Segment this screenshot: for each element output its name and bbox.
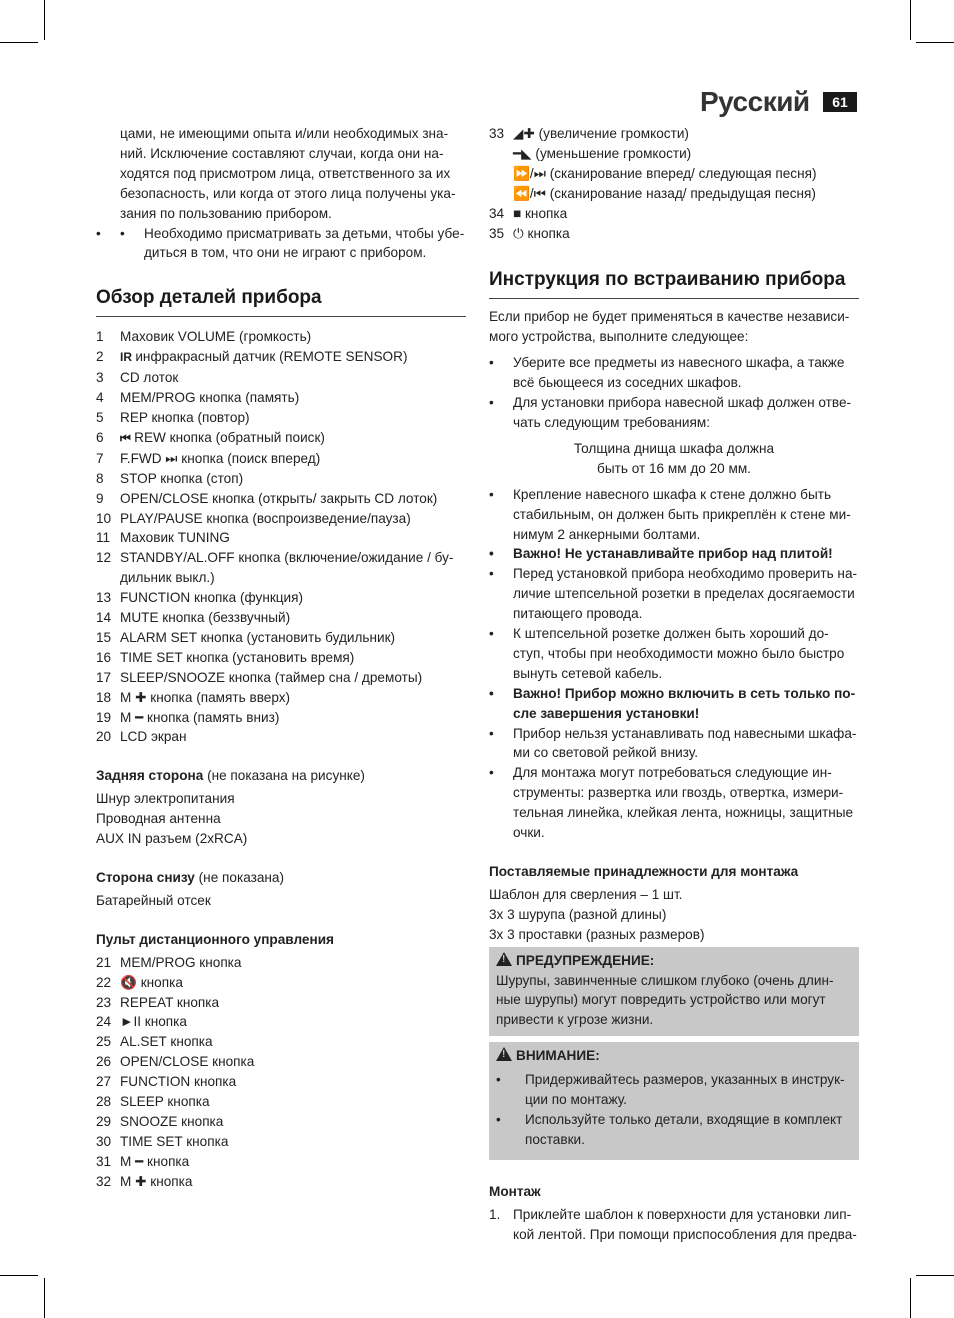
mounting-title: Монтаж xyxy=(489,1183,541,1199)
crop-mark xyxy=(910,1278,911,1318)
item-text: TIME SET кнопка (установить время) xyxy=(120,649,355,665)
item-text: M ✚ кнопка xyxy=(120,1173,193,1189)
item-text: ►II кнопка xyxy=(120,1014,187,1030)
item-number: 10 xyxy=(96,510,112,526)
warning-line: Шурупы, завинченные слишком глубоко (очень длин- xyxy=(496,972,834,988)
item-number: 20 xyxy=(96,729,112,745)
item-text: 🔇 кнопка xyxy=(120,974,183,990)
remote-item xyxy=(489,184,859,204)
caution-bullets xyxy=(496,1070,852,1150)
item-number: 31 xyxy=(96,1153,112,1169)
warning-box xyxy=(489,947,859,1037)
remote-item xyxy=(489,224,859,244)
item-text: SNOOZE кнопка xyxy=(120,1113,224,1129)
item-text: FUNCTION кнопка (функция) xyxy=(120,590,304,606)
button-symbol-icon: IR xyxy=(120,350,136,365)
remote-item xyxy=(96,1012,466,1032)
item-number: 5 xyxy=(96,409,104,425)
part-item xyxy=(96,727,466,747)
part-item xyxy=(96,628,466,648)
crop-mark xyxy=(916,42,954,43)
mounting-step-1 xyxy=(489,1205,859,1245)
remote-item xyxy=(489,164,859,184)
item-text: M ━ кнопка (память вниз) xyxy=(120,709,280,725)
part-item xyxy=(96,489,466,509)
part-item xyxy=(96,368,466,388)
item-number: 35 xyxy=(489,225,505,241)
item-number: 14 xyxy=(96,610,112,626)
installation-bullet: • Уберите все предметы из навесного шкафа, а также всё бьющееся из соседних шкафов. xyxy=(489,353,859,393)
caution-bullet: • Используйте только детали, входящие в комплект поставки. xyxy=(496,1110,852,1150)
child-supervision-bullet xyxy=(96,224,466,264)
item-number: 21 xyxy=(96,954,112,970)
part-item xyxy=(96,608,466,628)
remote-list xyxy=(96,953,466,1192)
item-number: 23 xyxy=(96,994,112,1010)
item-number: 29 xyxy=(96,1113,112,1129)
back-side-item: AUX IN разъем (2xRCA) xyxy=(96,831,248,847)
centered-line: быть от 16 мм до 20 мм. xyxy=(597,460,751,476)
item-text: OPEN/CLOSE кнопка xyxy=(120,1054,255,1070)
part-item xyxy=(96,347,466,368)
item-text: PLAY/PAUSE кнопка (воспроизведение/пауза) xyxy=(120,510,411,526)
caution-title: !ВНИМАНИЕ: xyxy=(496,1046,852,1066)
part-item xyxy=(96,469,466,489)
item-number: 12 xyxy=(96,550,112,566)
item-text: MEM/PROG кнопка (память) xyxy=(120,390,300,406)
part-item xyxy=(96,668,466,688)
item-text: ■ кнопка xyxy=(513,205,568,221)
item-number: 4 xyxy=(96,390,104,406)
warning-line: ные шурупы) могут повредить устройство или могут xyxy=(496,992,826,1008)
installation-bullets-b xyxy=(489,485,859,843)
item-text: LCD экран xyxy=(120,729,187,745)
remote-item xyxy=(96,1032,466,1052)
item-text: M ━ кнопка xyxy=(120,1153,190,1169)
bottom-side-title: Сторона снизу (не показана) xyxy=(96,870,284,885)
item-number: 16 xyxy=(96,649,112,665)
remote-item xyxy=(96,1112,466,1132)
item-text: ⏮ REW кнопка (обратный поиск) xyxy=(120,429,325,445)
item-number: 17 xyxy=(96,669,112,685)
item-text: ⏩/⏭ (сканирование вперед/ следующая песня) xyxy=(513,165,817,181)
item-text: M ✚ кнопка (память вверх) xyxy=(120,689,291,705)
accessory-item: 3x 3 шурупа (разной длины) xyxy=(489,906,667,922)
item-number: 9 xyxy=(96,490,104,506)
accessories-title: Поставляемые принадлежности для монтажа xyxy=(489,864,799,879)
left-column xyxy=(96,124,466,1192)
page-number: 61 xyxy=(823,92,857,112)
installation-bullet: • Прибор нельзя устанавливать под навесными шкафа- ми со световой рейкой внизу. xyxy=(489,724,859,764)
item-number: 25 xyxy=(96,1034,112,1050)
crop-mark xyxy=(0,42,38,43)
item-number: 26 xyxy=(96,1054,112,1070)
item-number: 34 xyxy=(489,205,505,221)
remote-item xyxy=(96,1132,466,1152)
part-item xyxy=(96,528,466,548)
warning-text xyxy=(496,971,852,1031)
intro-line: зания по пользованию прибором. xyxy=(120,205,332,221)
item-number xyxy=(489,184,513,204)
installation-bullet: • К штепсельной розетке должен быть хороший до- ступ, чтобы при необходимости можно было быстро вынуть сетевой кабель. xyxy=(489,624,859,684)
item-number: 22 xyxy=(96,974,112,990)
item-text: STANDBY/AL.OFF кнопка (включение/ожидание / бу- дильник выкл.) xyxy=(120,550,454,586)
warning-triangle-icon xyxy=(496,952,512,966)
item-text: ⏻ кнопка xyxy=(513,225,570,241)
step-number: 1. xyxy=(489,1206,501,1222)
item-number: 33 xyxy=(489,126,505,141)
item-number xyxy=(489,164,513,184)
installation-bullets-a xyxy=(489,353,859,433)
intro-line: мого устройства, выполните следующее: xyxy=(489,329,749,345)
remote-item xyxy=(96,993,466,1013)
item-text: AL.SET кнопка xyxy=(120,1034,213,1050)
part-item xyxy=(96,408,466,428)
remote-item xyxy=(96,973,466,993)
part-item xyxy=(96,449,466,469)
item-text: MEM/PROG кнопка xyxy=(120,954,242,970)
installation-bullet: • Для установки прибора навесной шкаф должен отве- чать следующим требованиям: xyxy=(489,393,859,433)
item-text: CD лоток xyxy=(120,370,179,386)
parts-overview-heading: Обзор деталей прибора xyxy=(96,286,466,317)
step-text: Приклейте шаблон к поверхности для установки лип- кой лентой. При помощи приспособления для предва- xyxy=(513,1206,857,1242)
intro-line: безопасность, или когда от этого лица получены ука- xyxy=(120,185,456,201)
part-item xyxy=(96,388,466,408)
item-text: OPEN/CLOSE кнопка (открыть/ закрыть CD лоток) xyxy=(120,490,438,506)
part-item xyxy=(96,588,466,608)
caution-bullet: • Придерживайтесь размеров, указанных в инструк- ции по монтажу. xyxy=(496,1070,852,1110)
item-number: 1 xyxy=(96,329,104,345)
accessory-item: 3x 3 проставки (разных размеров) xyxy=(489,926,705,942)
item-text: F.FWD ⏭ кнопка (поиск вперед) xyxy=(120,450,321,466)
installation-heading: Инструкция по встраиванию прибора xyxy=(489,268,859,299)
item-text: REP кнопка (повтор) xyxy=(120,409,250,425)
remote-item xyxy=(489,144,859,164)
item-text: ━◣ (уменьшение громкости) xyxy=(513,145,692,161)
part-item xyxy=(96,648,466,668)
item-number: 28 xyxy=(96,1094,112,1110)
item-number: 8 xyxy=(96,470,104,486)
intro-line: цами, не имеющими опыта и/или необходимых зна- xyxy=(120,126,449,141)
crop-mark xyxy=(0,1275,38,1276)
remote-item xyxy=(96,1052,466,1072)
remote-item xyxy=(96,953,466,973)
bottom-side-list xyxy=(96,891,466,911)
item-text: ⏪/⏮ (сканирование назад/ предыдущая песня) xyxy=(513,185,816,201)
parts-list xyxy=(96,327,466,747)
accessories-list xyxy=(489,885,859,945)
shelf-thickness-note xyxy=(489,439,859,479)
part-item xyxy=(96,509,466,529)
crop-mark xyxy=(44,1278,45,1318)
part-item xyxy=(96,548,466,588)
item-number: 11 xyxy=(96,530,111,546)
item-text: SLEEP/SNOOZE кнопка (таймер сна / дремоты) xyxy=(120,669,423,685)
item-text: STOP кнопка (стоп) xyxy=(120,470,244,486)
item-number: 15 xyxy=(96,629,112,645)
back-side-list xyxy=(96,789,466,849)
page-language-title: Русский xyxy=(700,86,810,117)
caution-box xyxy=(489,1042,859,1160)
item-number xyxy=(489,144,513,164)
installation-bullet: • Перед установкой прибора необходимо проверить на- личие штепсельной розетки в пределах досягаемости питающего провода. xyxy=(489,564,859,624)
warning-line: привести к угрозе жизни. xyxy=(496,1012,654,1028)
item-number: 24 xyxy=(96,1014,112,1030)
part-item xyxy=(96,327,466,347)
button-symbol-icon: ⏮ xyxy=(120,430,135,445)
remote-item xyxy=(489,124,859,144)
intro-line: Если прибор не будет применяться в качестве независи- xyxy=(489,309,850,325)
intro-line: ходятся под присмотром лица, ответственного за их xyxy=(120,165,451,181)
item-number: 7 xyxy=(96,450,104,466)
item-text: FUNCTION кнопка xyxy=(120,1074,237,1090)
accessory-item: Шаблон для сверления – 1 шт. xyxy=(489,886,683,902)
intro-text xyxy=(96,124,466,224)
item-number: 18 xyxy=(96,689,112,705)
remote-list-continued xyxy=(489,124,859,243)
remote-item xyxy=(96,1092,466,1112)
item-text: REPEAT кнопка xyxy=(120,994,220,1010)
item-text: SLEEP кнопка xyxy=(120,1094,210,1110)
item-number: 27 xyxy=(96,1074,112,1090)
item-text: IR инфракрасный датчик (REMOTE SENSOR) xyxy=(120,349,408,365)
item-number: 32 xyxy=(96,1173,112,1189)
item-number: 13 xyxy=(96,590,112,606)
item-number: 3 xyxy=(96,370,104,386)
remote-item xyxy=(489,204,859,224)
caution-triangle-icon xyxy=(496,1047,512,1061)
part-item xyxy=(96,428,466,449)
crop-mark xyxy=(44,0,45,40)
warning-title: !ПРЕДУПРЕЖДЕНИЕ: xyxy=(496,951,852,971)
remote-item xyxy=(96,1152,466,1172)
installation-intro xyxy=(489,307,859,347)
installation-bullet: • Важно! Не устанавливайте прибор над плитой! xyxy=(489,544,859,564)
back-side-item: Шнур электропитания xyxy=(96,791,235,807)
item-text: ◢✚ (увеличение громкости) xyxy=(513,126,689,141)
back-side-item: Проводная антенна xyxy=(96,811,221,827)
installation-bullet: • Для монтажа могут потребоваться следующие ин- струменты: развертка или гвоздь, отвертка, измери- тельная линейка, клейкая лента, ножницы, защитные очки. xyxy=(489,763,859,843)
item-number: 6 xyxy=(96,429,104,445)
item-text: Маховик VOLUME (громкость) xyxy=(120,329,312,345)
remote-item xyxy=(96,1072,466,1092)
intro-line: ний. Исключение составляют случаи, когда они на- xyxy=(120,145,444,161)
item-text: ALARM SET кнопка (установить будильник) xyxy=(120,629,396,645)
installation-bullet: • Крепление навесного шкафа к стене должно быть стабильным, он должен быть прикреплён к стене ми- нимум 2 анкерными болтами. xyxy=(489,485,859,545)
item-text: TIME SET кнопка xyxy=(120,1133,229,1149)
item-number: 30 xyxy=(96,1133,112,1149)
remote-item xyxy=(96,1172,466,1192)
item-text: Маховик TUNING xyxy=(120,530,230,546)
bullet-text: • • Необходимо присматривать за детьми, чтобы убе- диться в том, что они не играют с прибором. xyxy=(120,224,466,264)
item-number: 2 xyxy=(96,349,104,365)
part-item xyxy=(96,708,466,728)
crop-mark xyxy=(916,1275,954,1276)
bottom-side-item: Батарейный отсек xyxy=(96,892,211,908)
centered-line: Толщина днища шкафа должна xyxy=(573,440,775,456)
back-side-title: Задняя сторона (не показана на рисунке) xyxy=(96,768,365,784)
installation-bullet: • Важно! Прибор можно включить в сеть только по- сле завершения установки! xyxy=(489,684,859,724)
item-number: 19 xyxy=(96,709,112,725)
remote-title: Пульт дистанционного управления xyxy=(96,931,334,947)
crop-mark xyxy=(910,0,911,40)
right-column xyxy=(489,124,859,1245)
item-text: MUTE кнопка (беззвучный) xyxy=(120,610,291,626)
part-item xyxy=(96,688,466,708)
